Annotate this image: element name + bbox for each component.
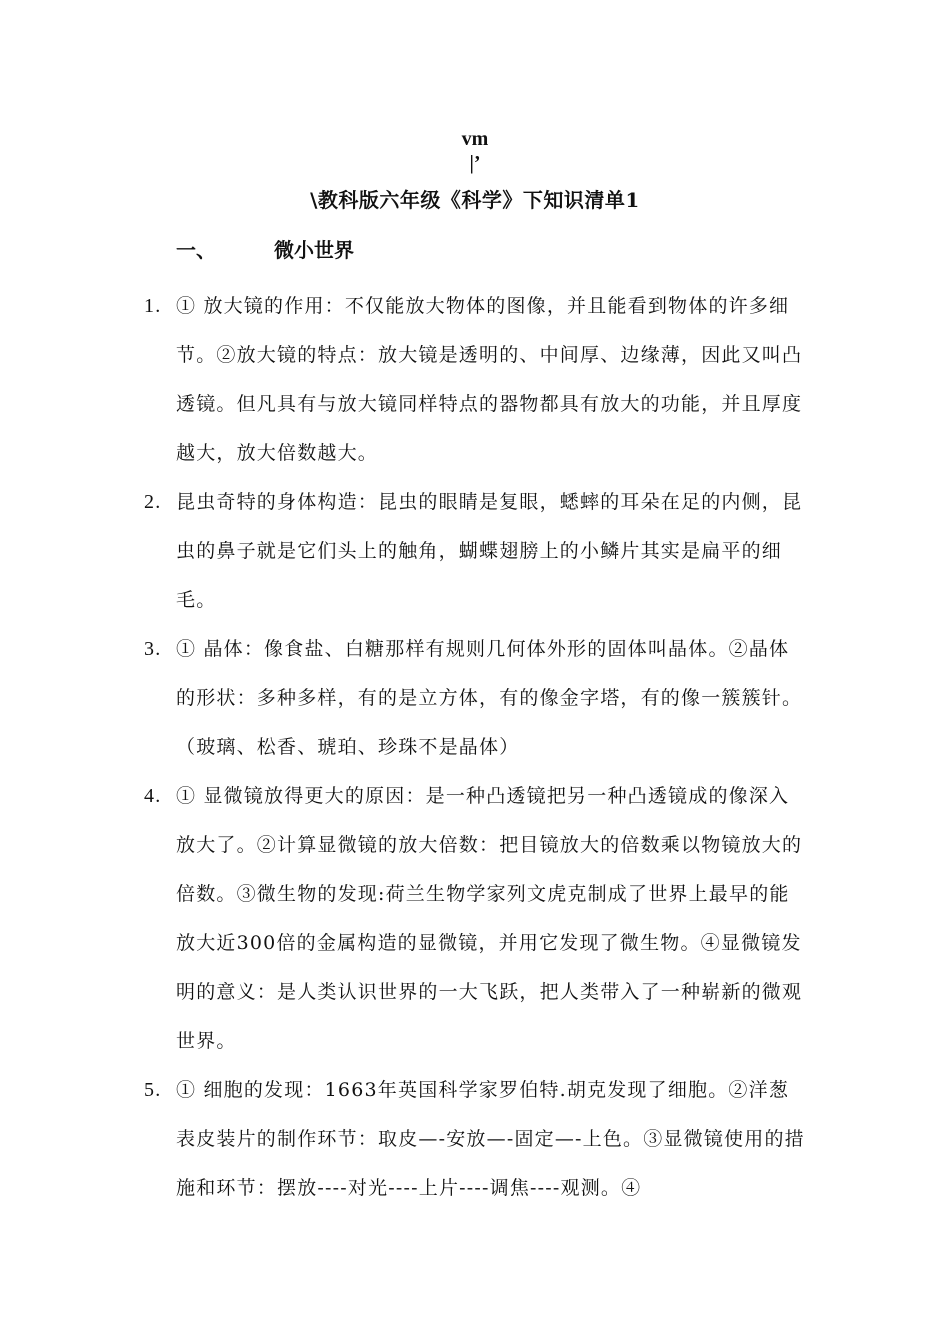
- item-text: ① 细胞的发现：1663年英国科学家罗伯特.胡克发现了细胞。②洋葱表皮装片的制作环节：取皮—-安放—-固定—-上色。③显微镜使用的措施和环节：摆放----对光----上片----调焦----观测。④: [176, 1079, 805, 1199]
- section-number: 一、: [176, 238, 216, 262]
- item-text: ① 放大镜的作用：不仅能放大物体的图像，并且能看到物体的许多细节。②放大镜的特点：放大镜是透明的、中间厚、边缘薄，因此又叫凸透镜。但凡具有与放大镜同样特点的器物都具有放大的功能，并且厚度越大，放大倍数越大。: [176, 295, 803, 464]
- section-title: 微小世界: [274, 238, 354, 262]
- list-item: [144, 625, 808, 772]
- list-item: [144, 478, 808, 625]
- section-heading: [176, 236, 354, 264]
- item-number: 4.: [144, 785, 162, 807]
- item-number: 1.: [144, 295, 162, 317]
- list-item: [144, 772, 808, 1066]
- item-text: 昆虫奇特的身体构造：昆虫的眼睛是复眼，蟋蟀的耳朵在足的内侧，昆虫的鼻子就是它们头上的触角，蝴蝶翅膀上的小鳞片其实是扁平的细毛。: [176, 491, 803, 611]
- header-mark-bottom: |’: [469, 152, 481, 174]
- item-number: 3.: [144, 638, 162, 660]
- header-mark-top: vm: [461, 128, 489, 150]
- list-item: [144, 1066, 808, 1213]
- list-item: [144, 282, 808, 478]
- knowledge-list: [144, 282, 808, 1213]
- item-number: 5.: [144, 1079, 162, 1101]
- item-number: 2.: [144, 491, 162, 513]
- document-title: \教科版六年级《科学》下知识清单1: [310, 188, 640, 212]
- item-text: ① 显微镜放得更大的原因：是一种凸透镜把另一种凸透镜成的像深入放大了。②计算显微镜的放大倍数：把目镜放大的倍数乘以物镜放大的倍数。③微生物的发现:荷兰生物学家列文虎克制成了世界上最早的能放大近300倍的金属构造的显微镜，并用它发现了微生物。④显微镜发明的意义：是人类认识世界的一大飞跃，把人类带入了一种崭新的微观世界。: [176, 785, 803, 1052]
- item-text: ① 晶体：像食盐、白糖那样有规则几何体外形的固体叫晶体。②晶体的形状：多种多样，有的是立方体，有的像金字塔，有的像一簇簇针。（玻璃、松香、琥珀、珍珠不是晶体）: [176, 638, 803, 758]
